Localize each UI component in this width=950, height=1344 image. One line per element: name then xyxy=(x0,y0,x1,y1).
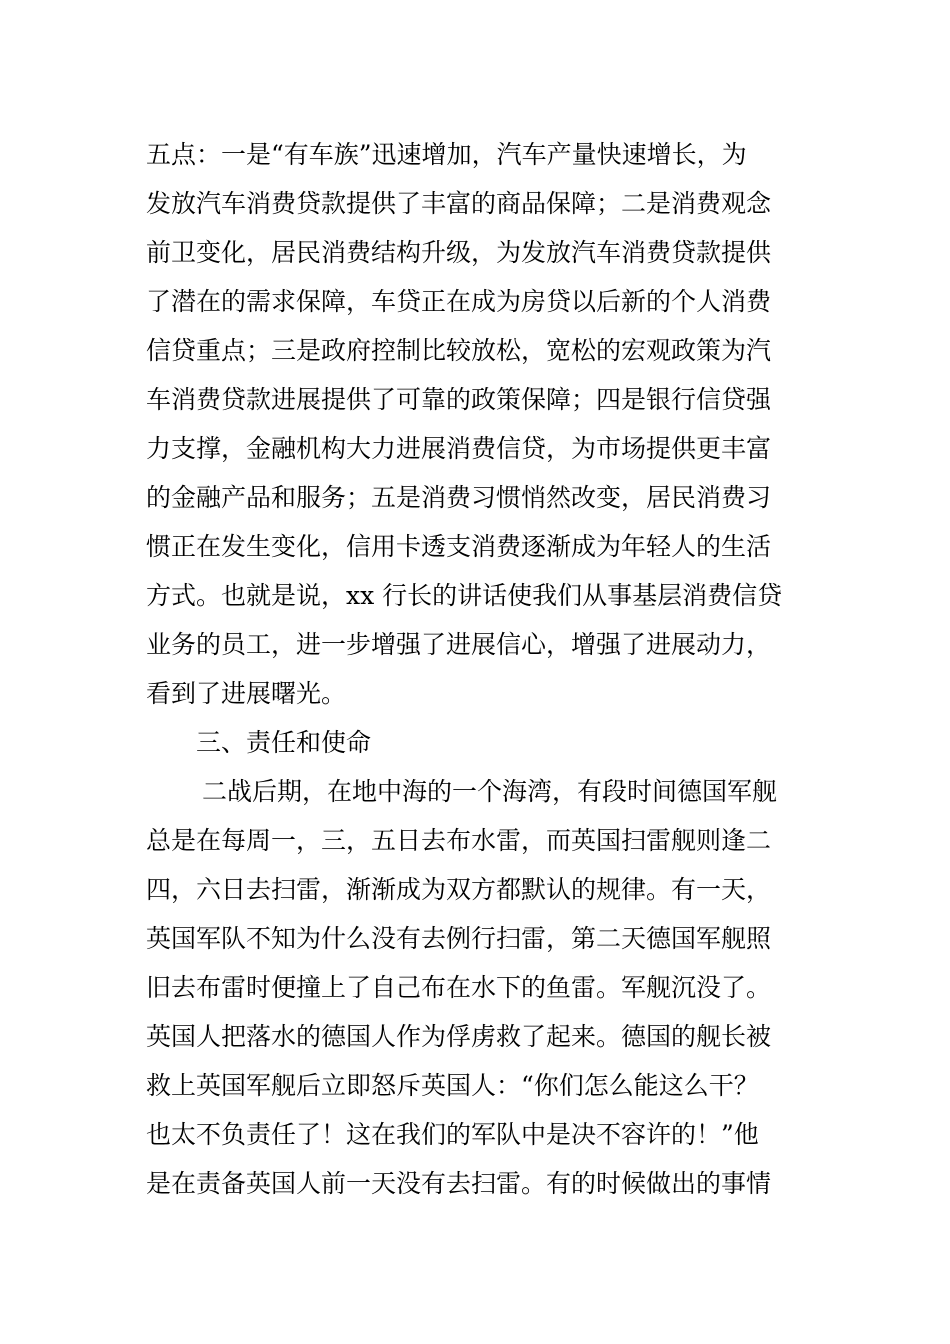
paragraph-line: 救上英国军舰后立即怒斥英国人：“你们怎么能这么干？ xyxy=(146,1071,759,1100)
paragraph-line: 也太不负责任了！这在我们的军队中是决不容许的！”他 xyxy=(146,1120,759,1149)
paragraph-line: 旧去布雷时便撞上了自己布在水下的鱼雷。军舰沉没了。 xyxy=(146,973,772,1002)
paragraph-line: 是在责备英国人前一天没有去扫雷。有的时候做出的事情 xyxy=(146,1169,772,1198)
paragraph-line: 惯正在发生变化，信用卡透支消费逐渐成为年轻人的生活 xyxy=(146,532,772,561)
document-body xyxy=(146,130,818,1208)
paragraph-line: 总是在每周一，三，五日去布水雷，而英国扫雷舰则逢二 xyxy=(146,826,772,855)
paragraph-line: 前卫变化，居民消费结构升级，为发放汽车消费贷款提供 xyxy=(146,238,772,267)
paragraph-line: 了潜在的需求保障，车贷正在成为房贷以后新的个人消费 xyxy=(146,287,772,316)
paragraph-line: 发放汽车消费贷款提供了丰富的商品保障；二是消费观念 xyxy=(146,189,772,218)
paragraph-line: 车消费贷款进展提供了可靠的政策保障；四是银行信贷强 xyxy=(146,385,772,414)
paragraph-line: 英国人把落水的德国人作为俘虏救了起来。德国的舰长被 xyxy=(146,1022,772,1051)
paragraph-line: 方式。也就是说，xx 行长的讲话使我们从事基层消费信贷 xyxy=(146,581,783,610)
paragraph-line: 信贷重点；三是政府控制比较放松，宽松的宏观政策为汽 xyxy=(146,336,772,365)
paragraph-line: 的金融产品和服务；五是消费习惯悄然改变，居民消费习 xyxy=(146,483,772,512)
paragraph-line: 看到了进展曙光。 xyxy=(146,679,347,708)
paragraph-line: 二战后期，在地中海的一个海湾，有段时间德国军舰 xyxy=(202,777,778,806)
paragraph-line: 力支撑，金融机构大力进展消费信贷，为市场提供更丰富 xyxy=(146,434,772,463)
paragraph-line: 业务的员工，进一步增强了进展信心，增强了进展动力， xyxy=(146,630,772,659)
paragraph-line: 四，六日去扫雷，渐渐成为双方都默认的规律。有一天， xyxy=(146,875,772,904)
paragraph-line: 五点：一是“有车族”迅速增加，汽车产量快速增长，为 xyxy=(146,140,747,169)
paragraph-line: 英国军队不知为什么没有去例行扫雷，第二天德国军舰照 xyxy=(146,924,772,953)
section-heading: 三、责任和使命 xyxy=(196,728,372,757)
